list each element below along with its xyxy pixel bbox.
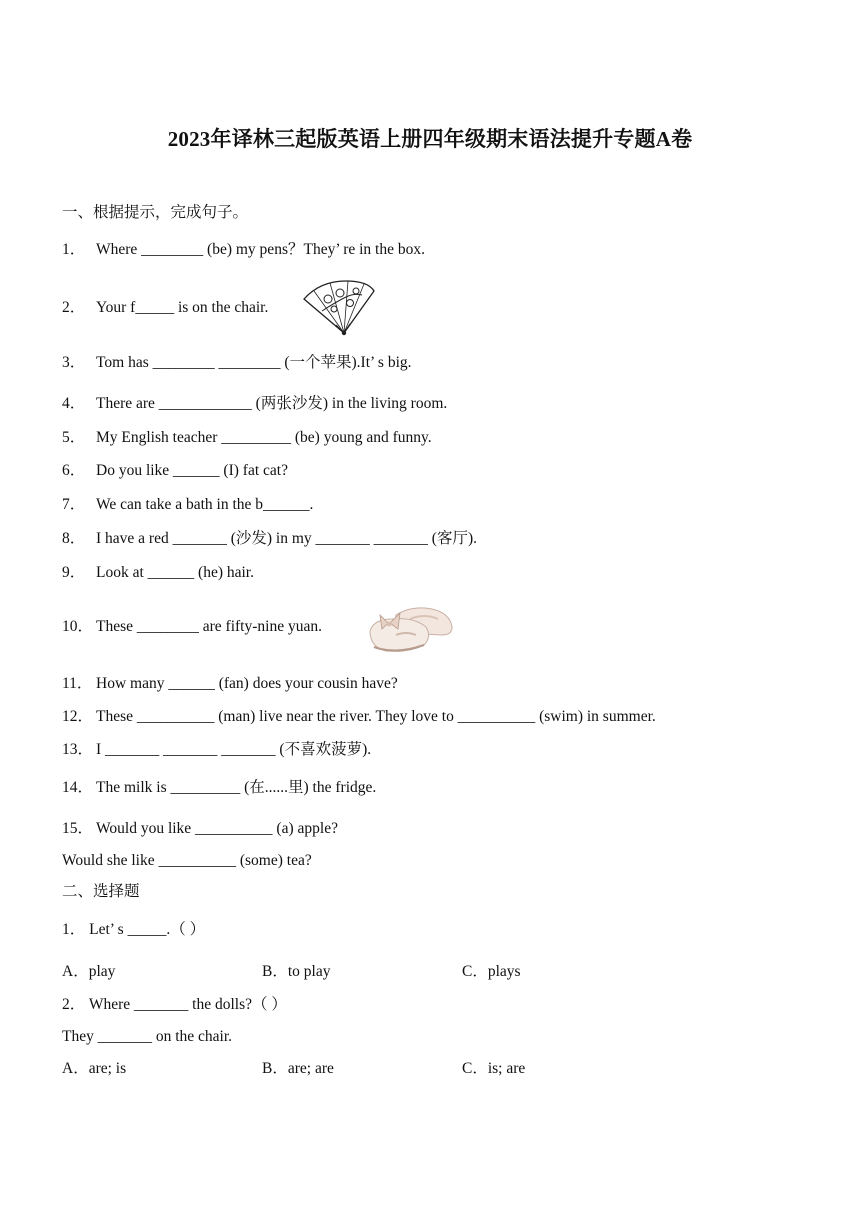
question-text: There are ____________ (两张沙发) in the living room. [96, 395, 448, 412]
page-title: 2023年译林三起版英语上册四年级期末语法提升专题A卷 [167, 127, 693, 151]
question-number: 7． [62, 496, 86, 513]
question-15-line2: Would she like __________ (some) tea? [62, 852, 312, 869]
question-text: These __________ (man) live near the river. They love to __________ (swim) in summer. [96, 708, 656, 725]
question-5 [62, 428, 432, 448]
question-text: My English teacher _________ (be) young and funny. [96, 429, 432, 446]
question-number: 15． [62, 820, 94, 837]
question-text: Look at ______ (he) hair. [96, 564, 254, 581]
shoes-image [366, 597, 456, 655]
option-c: C．plays [462, 963, 521, 980]
question-number: 13． [62, 741, 94, 758]
section1-heading: 一、根据提示，完成句子。 [62, 204, 249, 221]
question-12 [62, 707, 656, 727]
question-number: 8． [62, 530, 86, 547]
question-number: 2． [62, 299, 86, 316]
question-text: We can take a bath in the b______. [96, 496, 314, 513]
question-number: 3． [62, 354, 86, 371]
question-text: Where ________ (be) my pens？They’ re in the box. [96, 241, 425, 258]
question-7 [62, 495, 313, 515]
question-text: How many ______ (fan) does your cousin have? [96, 675, 398, 692]
question-14 [62, 778, 376, 798]
question-number: 9． [62, 564, 86, 581]
choice-question-1: 1． Let’ s _____.（ ） [62, 921, 206, 938]
question-15 [62, 819, 338, 839]
option-b: B．are; are [262, 1060, 334, 1077]
question-text: Your f_____ is on the chair. [96, 299, 269, 316]
question-13 [62, 740, 371, 760]
question-number: 14． [62, 779, 94, 796]
fan-image [300, 277, 378, 337]
question-2 [62, 298, 268, 318]
question-number: 10． [62, 618, 94, 635]
question-11 [62, 674, 398, 694]
option-a: A．are; is [62, 1060, 127, 1077]
option-b: B．to play [262, 963, 331, 980]
question-6 [62, 461, 288, 481]
question-text: I _______ _______ _______ (不喜欢菠萝). [96, 741, 372, 758]
question-text: The milk is _________ (在......里) the fridge. [96, 779, 377, 796]
question-text: Tom has ________ ________ (一个苹果).It’ s big. [96, 354, 412, 371]
question-text: I have a red _______ (沙发) in my _______ _______ (客厅). [96, 530, 477, 547]
choice-question-2-line2: They _______ on the chair. [62, 1028, 233, 1045]
question-10 [62, 617, 322, 637]
question-text: Would you like __________ (a) apple? [96, 820, 338, 837]
option-a: A．play [62, 963, 116, 980]
question-number: 1． [62, 241, 86, 258]
question-number: 4． [62, 395, 86, 412]
question-4 [62, 394, 447, 414]
option-c: C．is; are [462, 1060, 526, 1077]
question-text: These ________ are fifty-nine yuan. [96, 618, 322, 635]
question-8 [62, 529, 477, 549]
question-1 [62, 240, 425, 260]
question-9 [62, 563, 254, 583]
question-3 [62, 353, 412, 373]
question-number: 12． [62, 708, 94, 725]
choice-question-2: 2． Where _______ the dolls?（ ） [62, 996, 287, 1013]
question-number: 6． [62, 462, 86, 479]
question-number: 5． [62, 429, 86, 446]
question-number: 11． [62, 675, 93, 692]
section2-heading: 二、选择题 [62, 883, 140, 900]
question-text: Do you like ______ (I) fat cat? [96, 462, 288, 479]
